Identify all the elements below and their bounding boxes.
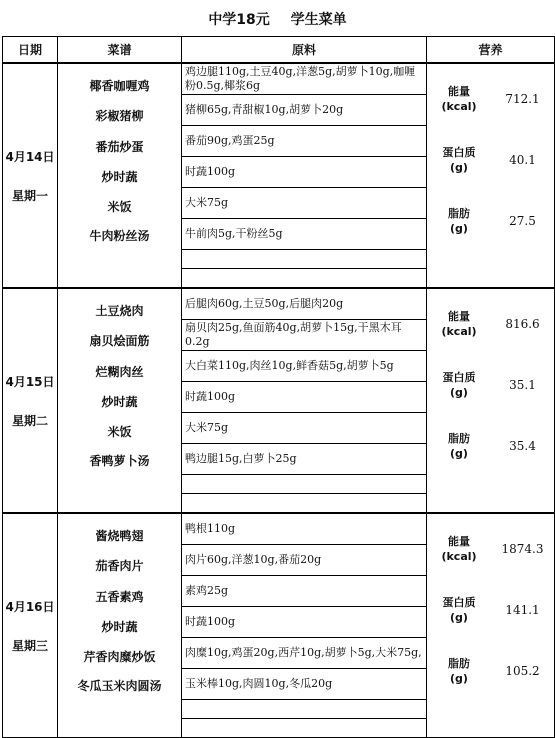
nutrient-value: 712.1 (505, 91, 540, 106)
header-row (3, 37, 555, 64)
day-weekday: 星期一 (11, 188, 48, 203)
table-row (3, 288, 555, 320)
ingredients-cell: 时蔬100g (182, 607, 427, 638)
dish-column (58, 63, 182, 288)
menu-table (2, 36, 555, 738)
empty-ingredients-cell (182, 719, 427, 738)
date-cell (3, 513, 58, 738)
ingredients-cell: 番茄90g,鸡蛋25g (182, 126, 427, 157)
empty-ingredients-cell (182, 250, 427, 269)
empty-ingredients-cell (182, 269, 427, 289)
ingredients-cell: 鸭根110g (182, 513, 427, 545)
dish-column (58, 288, 182, 513)
nutrient-value: 816.6 (505, 316, 540, 331)
ingredients-cell: 大米75g (182, 188, 427, 219)
nutrient-label (427, 129, 491, 190)
ingredients-cell: 肉片60g,洋葱10g,番茄20g (182, 545, 427, 576)
nutrient-value: 35.4 (509, 438, 536, 453)
day-date: 4月16日 (5, 599, 55, 614)
nutrient-value: 141.1 (505, 602, 540, 617)
nutrient-name: 蛋白质 (442, 145, 476, 159)
nutrition-cell (427, 513, 555, 738)
ingredients-cell: 鸭边腿15g,白萝卜25g (182, 444, 427, 475)
ingredients-cell: 扇贝肉25g,鱼面筋40g,胡萝卜15g,干黑木耳0.2g (182, 320, 427, 351)
ingredients-cell: 时蔬100g (182, 382, 427, 413)
nutrient-value: 40.1 (509, 152, 536, 167)
nutrient-label (427, 415, 491, 476)
dish-name: 茄香肉片 (95, 559, 144, 574)
nutrient-label (427, 518, 491, 579)
nutrient-value: 1874.3 (501, 541, 544, 556)
menu-title (0, 9, 555, 29)
dish-name: 冬瓜玉米肉圆汤 (77, 678, 162, 693)
dish-name: 土豆烧肉 (95, 303, 144, 318)
nutrient-value: 27.5 (509, 213, 536, 228)
nutrient-name: 脂肪 (448, 656, 470, 670)
nutrient-unit: (kcal) (441, 324, 477, 338)
nutrient-name: 能量 (448, 309, 470, 323)
nutrient-value: 35.1 (509, 377, 536, 392)
dish-column (58, 513, 182, 738)
nutrient-label (427, 579, 491, 640)
nutrient-value: 105.2 (505, 663, 540, 678)
day-date: 4月15日 (5, 374, 55, 389)
nutrient-unit: (g) (450, 446, 468, 460)
school-price-label: 中学18元 (208, 12, 270, 28)
dish-name: 椰香咖喱鸡 (89, 78, 150, 93)
dish-name: 米饭 (107, 424, 132, 439)
dish-name: 扇贝烩面筋 (89, 334, 150, 349)
table-row (3, 63, 555, 95)
dish-name: 番茄炒蛋 (95, 139, 144, 154)
ingredients-cell: 大白菜110g,肉丝10g,鲜香菇5g,胡萝卜5g (182, 351, 427, 382)
nutrient-name: 蛋白质 (442, 370, 476, 384)
nutrient-label (427, 293, 491, 354)
menu-heading: 学生菜单 (290, 12, 347, 28)
dish-name: 烂糊肉丝 (95, 364, 144, 379)
nutrient-unit: (g) (450, 671, 468, 685)
ingredients-cell: 时蔬100g (182, 157, 427, 188)
nutrient-label (427, 354, 491, 415)
dish-name: 酱烧鸭翅 (95, 528, 144, 543)
nutrition-cell (427, 63, 555, 288)
dish-name: 米饭 (107, 199, 132, 214)
dish-name: 牛肉粉丝汤 (89, 228, 150, 243)
nutrient-unit: (kcal) (441, 549, 477, 563)
nutrient-label (427, 190, 491, 251)
day-date: 4月14日 (5, 149, 55, 164)
nutrient-unit: (kcal) (441, 99, 477, 113)
nutrient-name: 能量 (448, 84, 470, 98)
ingredients-cell: 后腿肉60g,土豆50g,后腿肉20g (182, 288, 427, 320)
empty-ingredients-cell (182, 700, 427, 719)
day-weekday: 星期二 (11, 413, 48, 428)
col-header-dish: 菜谱 (58, 37, 182, 64)
ingredients-cell: 大米75g (182, 413, 427, 444)
nutrient-name: 能量 (448, 534, 470, 548)
ingredients-cell: 鸡边腿110g,土豆40g,洋葱5g,胡萝卜10g,咖喱粉0.5g,椰浆6g (182, 63, 427, 95)
dish-name: 炒时蔬 (101, 395, 138, 410)
nutrient-name: 脂肪 (448, 206, 470, 220)
dish-name: 炒时蔬 (101, 170, 138, 185)
nutrient-label (427, 68, 491, 129)
menu-body (3, 63, 555, 738)
nutrient-name: 蛋白质 (442, 595, 476, 609)
dish-name: 五香素鸡 (95, 589, 144, 604)
dish-name: 芹香肉糜炒饭 (83, 649, 156, 664)
empty-ingredients-cell (182, 475, 427, 494)
dish-name: 香鸭萝卜汤 (89, 453, 150, 468)
dish-name: 彩椒猪柳 (95, 109, 144, 124)
ingredients-cell: 牛前肉5g,干粉丝5g (182, 219, 427, 250)
empty-ingredients-cell (182, 494, 427, 514)
dish-name: 炒时蔬 (101, 620, 138, 635)
nutrient-unit: (g) (450, 610, 468, 624)
col-header-ingredients: 原料 (182, 37, 427, 64)
nutrition-cell (427, 288, 555, 513)
nutrient-label (427, 640, 491, 701)
nutrient-unit: (g) (450, 160, 468, 174)
ingredients-cell: 猪柳65g,青甜椒10g,胡萝卜20g (182, 95, 427, 126)
nutrient-name: 脂肪 (448, 431, 470, 445)
nutrient-unit: (g) (450, 221, 468, 235)
date-cell (3, 63, 58, 288)
ingredients-cell: 肉糜10g,鸡蛋20g,西芹10g,胡萝卜5g,大米75g, (182, 638, 427, 669)
col-header-date: 日期 (3, 37, 58, 64)
nutrient-unit: (g) (450, 385, 468, 399)
day-weekday: 星期三 (11, 638, 48, 653)
date-cell (3, 288, 58, 513)
ingredients-cell: 素鸡25g (182, 576, 427, 607)
ingredients-cell: 玉米棒10g,肉圆10g,冬瓜20g (182, 669, 427, 700)
table-row (3, 513, 555, 545)
col-header-nutrition: 营养 (427, 37, 555, 64)
